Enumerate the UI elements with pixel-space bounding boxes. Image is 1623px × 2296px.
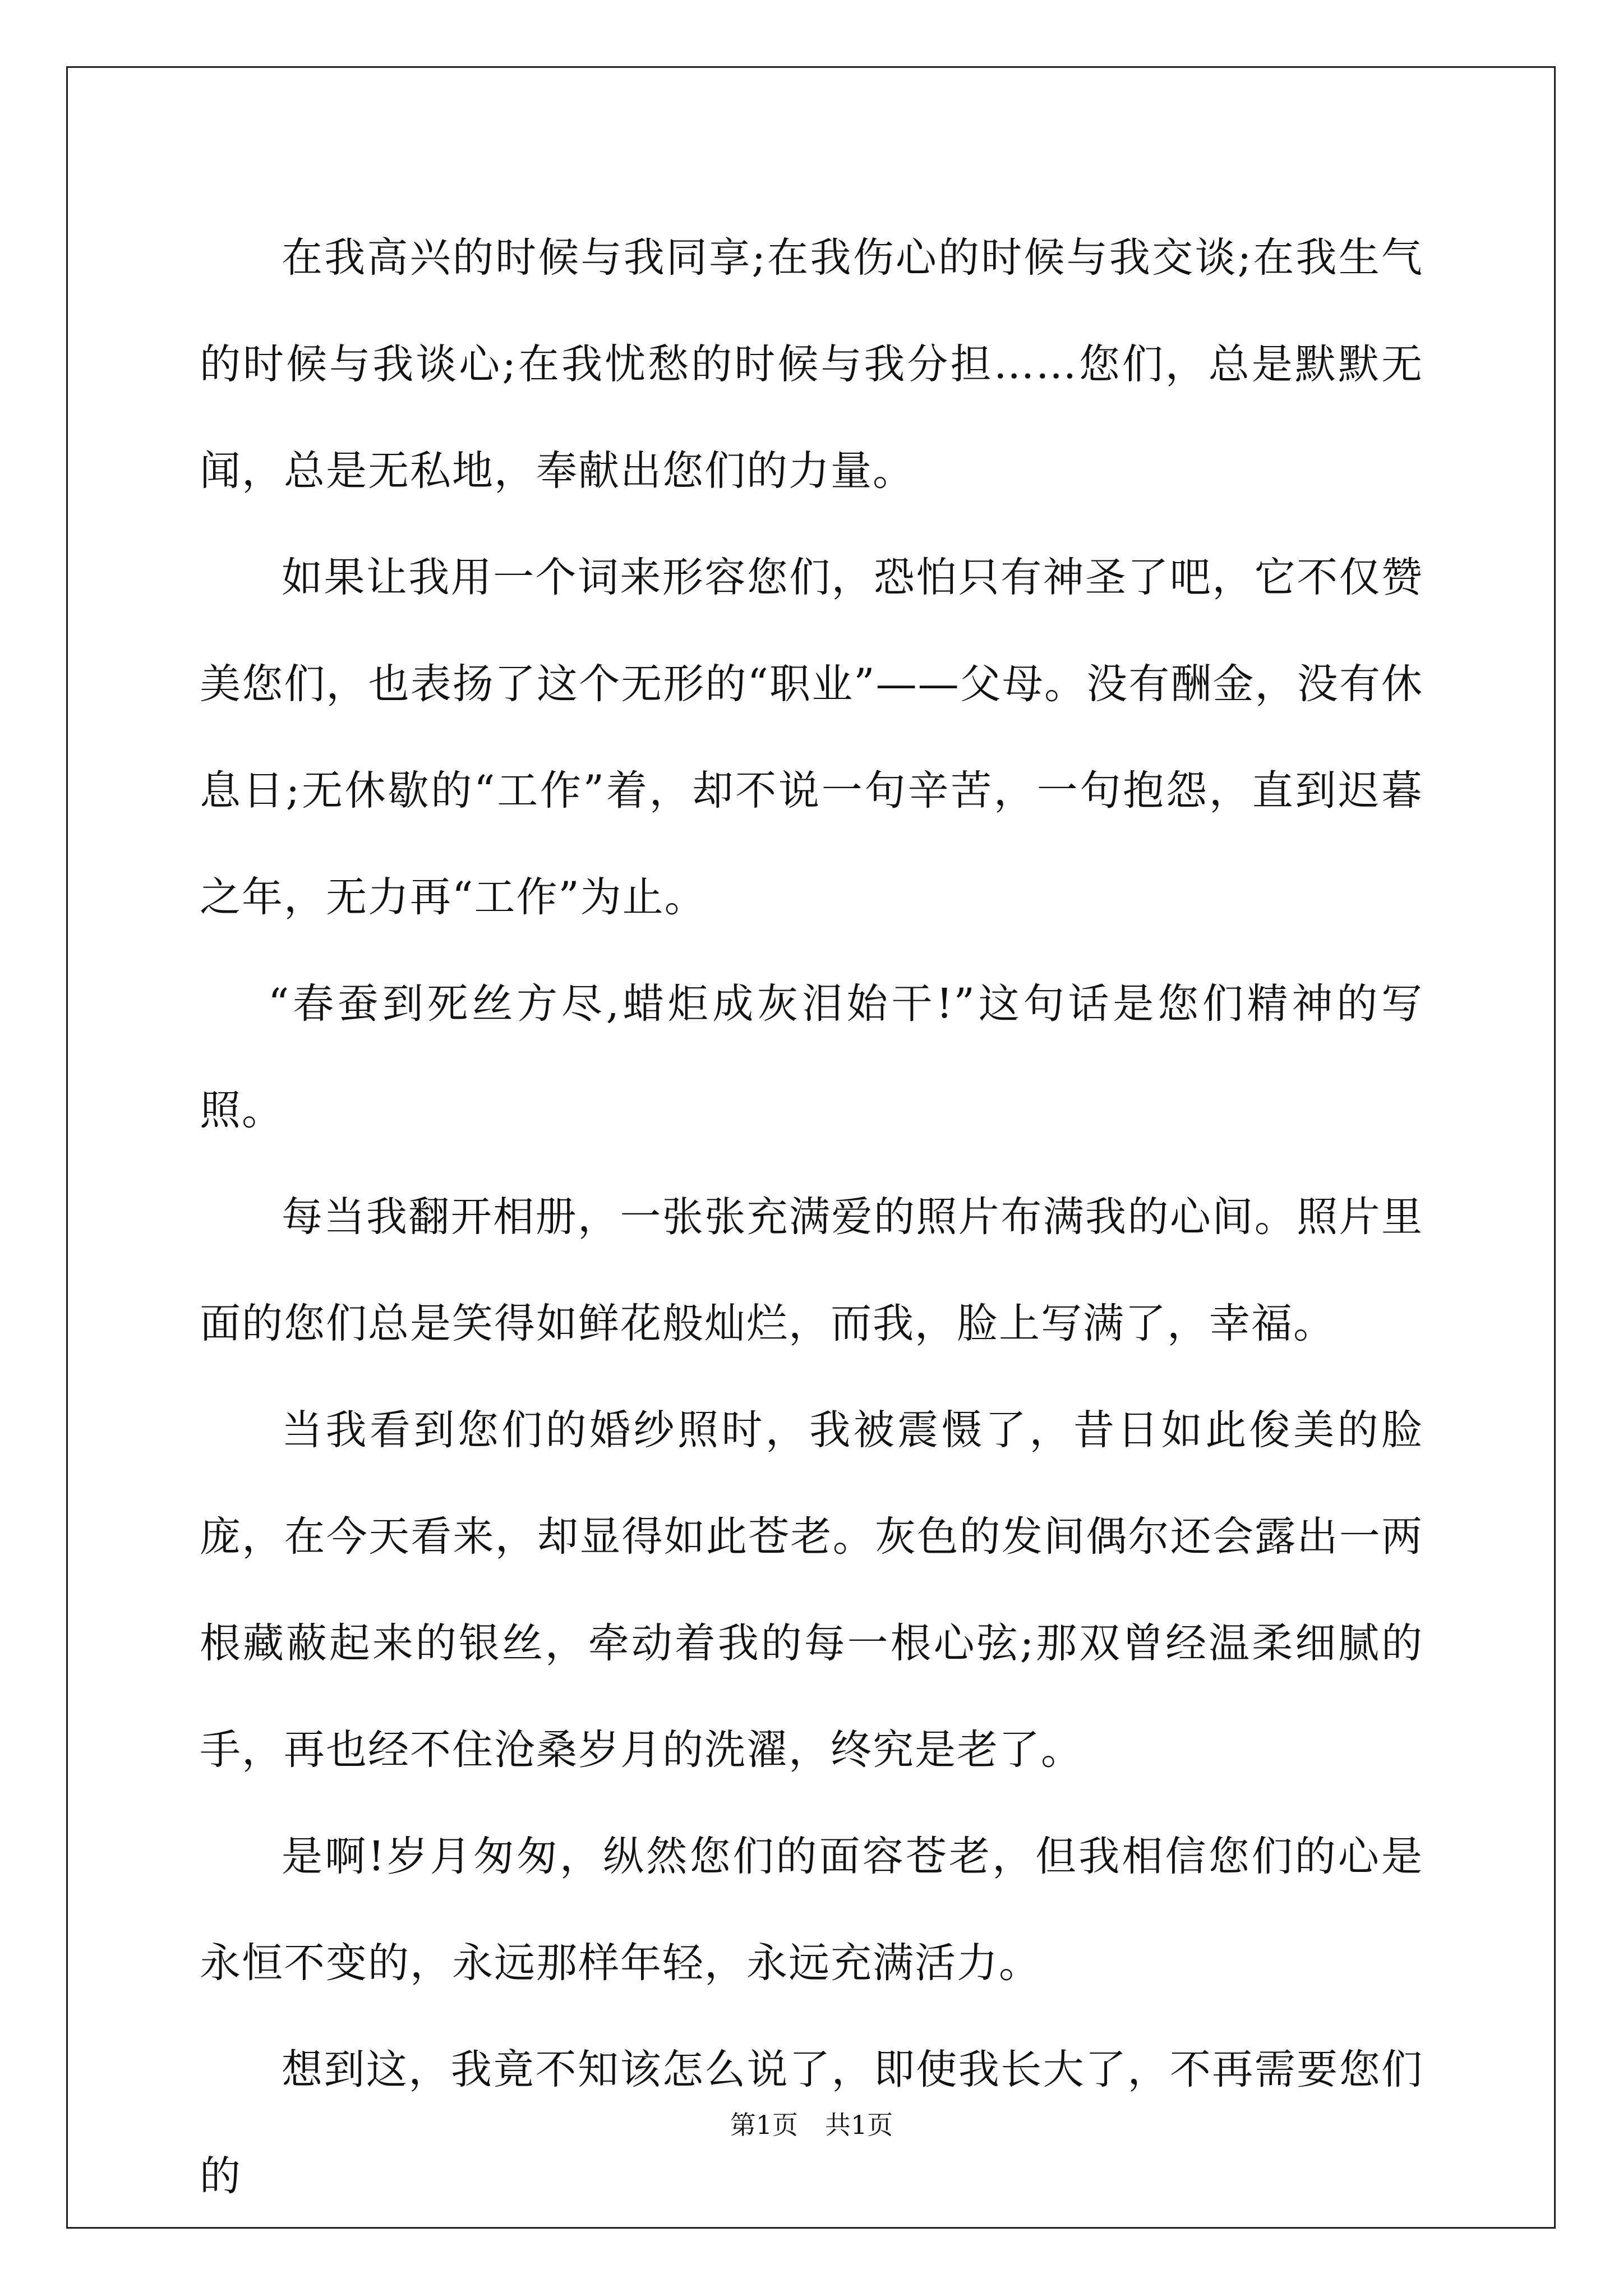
- paragraph-5: 当我看到您们的婚纱照时，我被震慑了，昔日如此俊美的脸庞，在今天看来，却显得如此苍老。灰色的发间偶尔还会露出一两根藏蔽起来的银丝，牵动着我的每一根心弦;那双曾经温柔细腻的手，再也经不住沧桑岁月的洗濯，终究是老了。: [200, 1406, 1423, 1774]
- paragraph-2: 如果让我用一个词来形容您们，恐怕只有神圣了吧，它不仅赞美您们，也表扬了这个无形的“职业”——父母。没有酬金，没有休息日;无休歇的“工作”着，却不说一句辛苦，一句抱怨，直到迟暮之年，无力再“工作”为止。: [200, 554, 1423, 921]
- paragraph-6: 是啊!岁月匆匆，纵然您们的面容苍老，但我相信您们的心是永恒不变的，永远那样年轻，永远充满活力。: [200, 1833, 1423, 1987]
- page-number-current: 第1页: [730, 2110, 798, 2140]
- paragraph-3: “春蚕到死丝方尽,蜡炬成灰泪始干!”这句话是您们精神的写照。: [200, 980, 1423, 1134]
- document-body: [200, 205, 1423, 2230]
- page-number-total: 共1页: [825, 2110, 893, 2140]
- paragraph-1: 在我高兴的时候与我同享;在我伤心的时候与我交谈;在我生气的时候与我谈心;在我忧愁的时候与我分担……您们，总是默默无闻，总是无私地，奉献出您们的力量。: [200, 234, 1423, 495]
- paragraph-4: 每当我翻开相册，一张张充满爱的照片布满我的心间。照片里面的您们总是笑得如鲜花般灿烂，而我，脸上写满了，幸福。: [200, 1193, 1423, 1347]
- paragraph-7: 想到这，我竟不知该怎么说了，即使我长大了，不再需要您们的: [200, 2046, 1423, 2200]
- page-footer: [0, 2108, 1623, 2142]
